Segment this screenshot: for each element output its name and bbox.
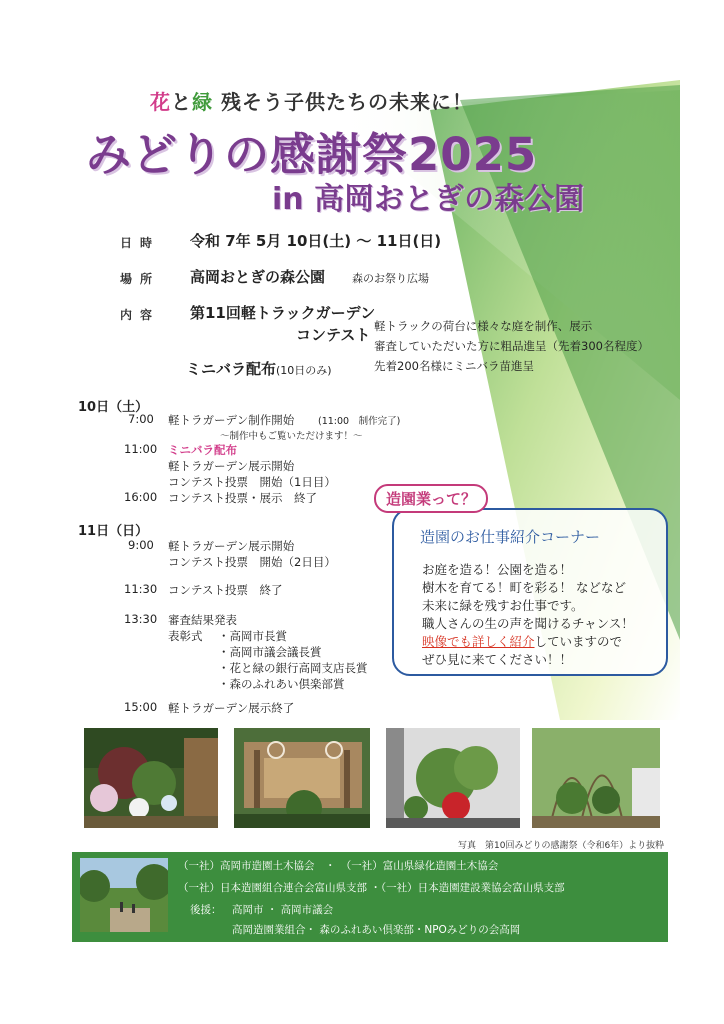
tagline-rest: 残そう子供たちの未来に！ xyxy=(220,90,473,114)
corner-line-5 xyxy=(422,632,622,650)
landscaping-corner-box xyxy=(392,508,668,676)
contest-desc-line1: 軽トラックの荷台に様々な庭を制作、展示 xyxy=(374,319,593,333)
d2-time-2: 11:30 xyxy=(124,582,158,596)
support-line-1: 高岡市 ・ 高岡市議会 xyxy=(232,904,334,916)
d1-event-3: コンテスト投票・展示 終了 xyxy=(168,491,318,505)
d1-event-1-note: (11:00 制作完了) xyxy=(318,416,401,427)
d2-event-1b: コンテスト投票 開始（2日目） xyxy=(168,555,336,569)
d2-event-3: 審査結果発表 xyxy=(168,613,237,627)
award-label: 表彰式 xyxy=(168,629,203,643)
organizer-line-2: （一社）日本造園組合連合会富山県支部 ・（一社）日本造園建設業協会富山県支部 xyxy=(178,882,565,894)
award-2: ・高岡市議会議長賞 xyxy=(218,645,322,659)
d2-time-4: 15:00 xyxy=(124,700,158,714)
d1-event-1: 軽トラガーデン制作開始 xyxy=(168,413,295,427)
corner-line-1: お庭を造る！公園を造る！ xyxy=(422,562,573,577)
d2-time-1: 9:00 xyxy=(128,538,154,552)
contest-title-line1: 第11回軽トラックガーデン xyxy=(190,304,376,322)
date-value: 令和 7年 5月 10日(土) ～ 11日(日) xyxy=(190,232,442,250)
photo-caption: 写真 第10回みどりの感謝祭（令和6年）より抜粋 xyxy=(458,841,665,851)
organizer-line-1: （一社）高岡市造園土木協会 ・ （一社）富山県緑化造園土木協会 xyxy=(178,860,499,872)
corner-line-6: ぜひ見に来てください！！ xyxy=(422,652,573,667)
tagline-flower: 花 xyxy=(150,90,171,114)
park-photo xyxy=(80,858,168,932)
date-label: 日時 xyxy=(120,236,161,250)
corner-line-2: 樹木を育てる！町を彩る！ などなど xyxy=(422,580,626,595)
organizer-footer xyxy=(72,852,668,942)
place-label: 場所 xyxy=(120,272,161,286)
d1-event-2c: コンテスト投票 開始（1日目） xyxy=(168,475,336,489)
place-sub: 森のお祭り広場 xyxy=(352,272,429,285)
corner-tag: 造園業って？ xyxy=(374,484,488,513)
corner-title: 造園のお仕事紹介コーナー xyxy=(420,528,601,546)
d2-event-1a: 軽トラガーデン展示開始 xyxy=(168,539,295,553)
contest-desc-line3: 先着200名様にミニバラ苗進呈 xyxy=(374,359,534,373)
tagline-and: と xyxy=(171,90,192,114)
d2-event-4: 軽トラガーデン展示終了 xyxy=(168,701,295,715)
d1-time-1: 7:00 xyxy=(128,412,154,426)
contest-title-line2: コンテスト xyxy=(296,326,371,344)
award-4: ・森のふれあい倶楽部賞 xyxy=(218,677,345,691)
corner-line-3: 未来に緑を残すお仕事です。 xyxy=(422,598,584,613)
minibara-title xyxy=(186,358,332,379)
d2-time-3: 13:30 xyxy=(124,612,158,626)
d1-event-2b: 軽トラガーデン展示開始 xyxy=(168,459,295,473)
contest-desc-line2: 審査していただいた方に粗品進呈（先着300名程度） xyxy=(374,339,649,353)
d1-time-2: 11:00 xyxy=(124,442,158,456)
d2-event-2: コンテスト投票 終了 xyxy=(168,583,283,597)
event-title: みどりの感謝祭2025 xyxy=(86,128,538,181)
tagline-green: 緑 xyxy=(192,90,213,114)
minibara-note: (10日のみ) xyxy=(276,364,332,377)
minibara-label: ミニバラ配布 xyxy=(186,360,277,378)
place-value: 高岡おとぎの森公園 xyxy=(190,268,326,286)
garden-photo-2 xyxy=(234,728,370,828)
garden-photo-3 xyxy=(386,728,520,828)
corner-video-highlight: 映像でも詳しく紹介 xyxy=(422,634,535,649)
d1-time-3: 16:00 xyxy=(124,490,158,504)
support-label: 後援： xyxy=(190,904,222,916)
garden-photo-1 xyxy=(84,728,218,828)
support-line-2: 高岡造園業組合・ 森のふれあい倶楽部・NPOみどりの会高岡 xyxy=(232,924,521,936)
content-label: 内容 xyxy=(120,308,161,322)
tagline xyxy=(150,86,473,115)
award-3: ・花と緑の銀行高岡支店長賞 xyxy=(218,661,368,675)
award-1: ・高岡市長賞 xyxy=(218,629,287,643)
event-subtitle: in 高岡おとぎの森公園 xyxy=(272,182,585,217)
day2-label: 11日（日） xyxy=(78,524,149,539)
d1-event-1-sub: ～制作中もご覧いただけます！～ xyxy=(220,431,363,442)
corner-line-5-rest: していますので xyxy=(534,634,623,649)
corner-line-4: 職人さんの生の声を聞けるチャンス！ xyxy=(422,616,634,631)
d1-event-2a: ミニバラ配布 xyxy=(168,443,237,457)
garden-photo-4 xyxy=(532,728,660,828)
day1-label: 10日（土） xyxy=(78,400,149,415)
